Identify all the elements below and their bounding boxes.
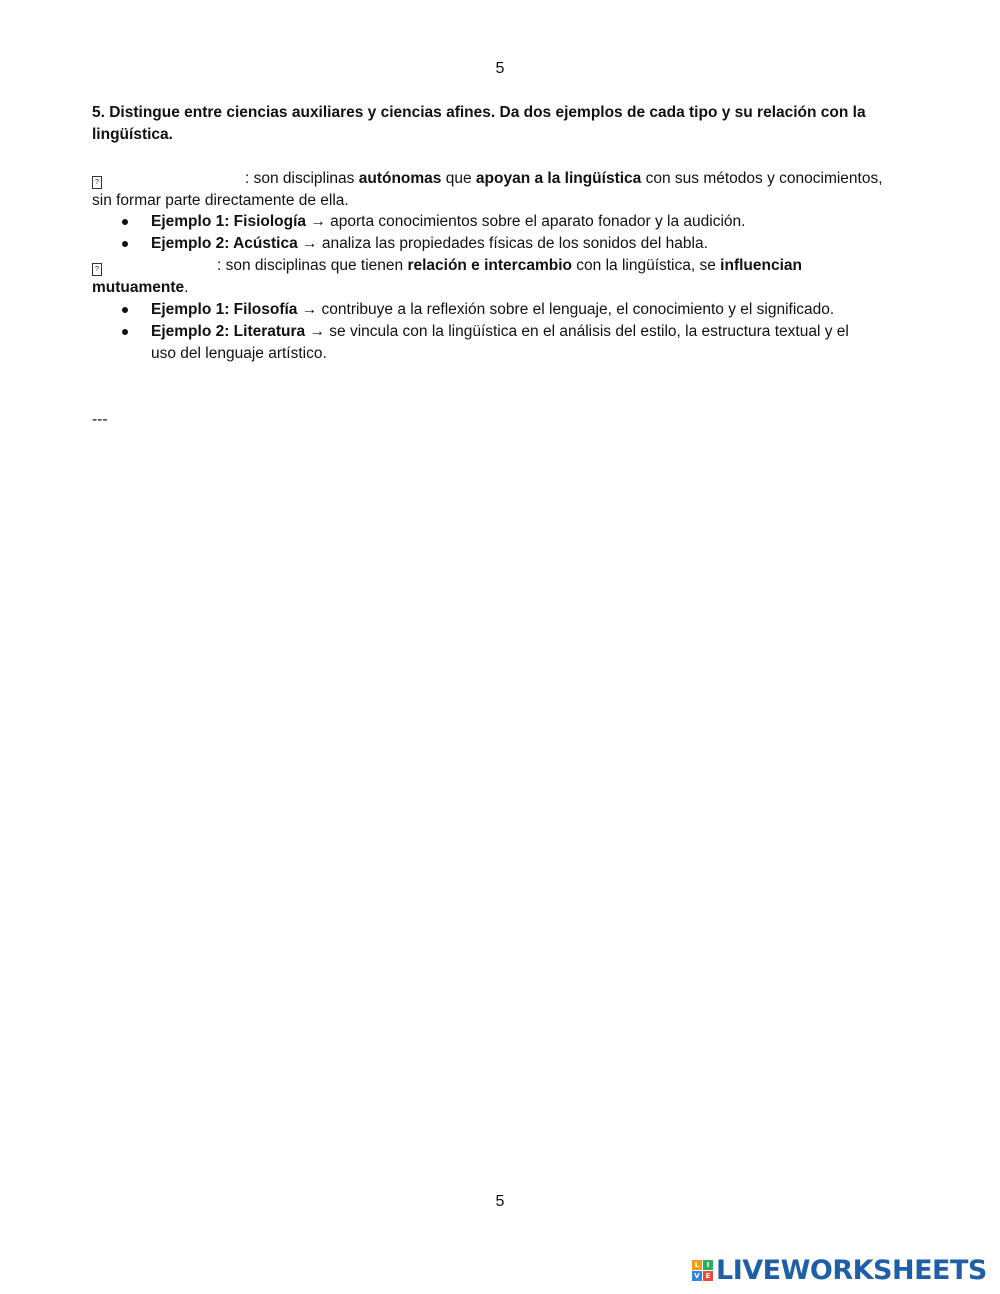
logo-letter: V	[692, 1271, 702, 1281]
afines-definition: ? : son disciplinas que tienen relación e intercambio con la lingüística, se influencian	[92, 255, 802, 277]
auxiliares-example-2: Ejemplo 2: Acústica → analiza las propiedades físicas de los sonidos del habla.	[151, 235, 708, 251]
logo-text: LIVEWORKSHEETS	[716, 1254, 987, 1286]
bullet-icon	[122, 307, 128, 313]
logo-letter: E	[703, 1271, 713, 1281]
bullet-icon	[122, 219, 128, 225]
afines-definition-continued: mutuamente.	[92, 279, 189, 296]
bullet-icon	[122, 241, 128, 247]
missing-glyph-icon: ?	[92, 263, 102, 276]
question-heading: 5. Distingue entre ciencias auxiliares y ciencias afines. Da dos ejemplos de cada tipo y su relación con la lingüística.	[92, 104, 866, 143]
logo-letter: L	[692, 1260, 702, 1270]
auxiliares-definition: ? : son disciplinas autónomas que apoyan a la lingüística con sus métodos y conocimientos,	[92, 168, 883, 190]
logo-letter: I	[703, 1260, 713, 1270]
separator: ---	[92, 411, 108, 428]
missing-glyph-icon: ?	[92, 176, 102, 189]
auxiliares-example-1: Ejemplo 1: Fisiología → aporta conocimientos sobre el aparato fonador y la audición.	[151, 213, 746, 230]
auxiliares-definition-continued: sin formar parte directamente de ella.	[92, 192, 349, 209]
afines-example-2-continued: uso del lenguaje artístico.	[151, 345, 327, 362]
afines-example-2: Ejemplo 2: Literatura → se vincula con la lingüística en el análisis del estilo, la estructura textual y el	[151, 323, 849, 340]
page-number-top: 5	[495, 60, 505, 77]
liveworksheets-logo[interactable]	[692, 1254, 987, 1286]
afines-example-1: Ejemplo 1: Filosofía → contribuye a la reflexión sobre el lenguaje, el conocimiento y el significado.	[151, 301, 835, 318]
page-number-bottom: 5	[495, 1193, 505, 1210]
bullet-icon	[122, 329, 128, 335]
logo-mark-icon	[692, 1260, 713, 1281]
